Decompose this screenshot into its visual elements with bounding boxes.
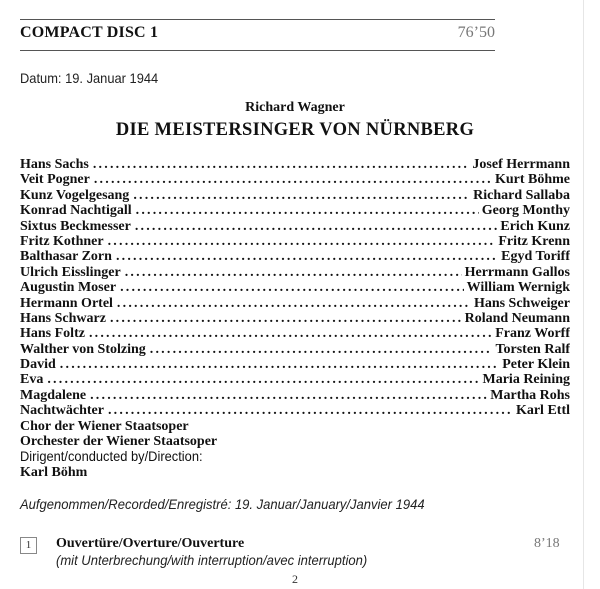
track-subtitle: (mit Unterbrechung/with interruption/avec interruption) xyxy=(56,552,368,568)
disc-total-time: 76’50 xyxy=(457,24,495,41)
leader-dots xyxy=(125,265,462,280)
disc-title: COMPACT DISC 1 xyxy=(20,24,159,41)
singer: Erich Kunz xyxy=(500,218,570,234)
leader-dots xyxy=(136,203,479,218)
chorus: Chor der Wiener Staatsoper xyxy=(20,418,189,434)
cast-row xyxy=(20,234,570,249)
singer: Georg Monthy xyxy=(481,203,570,219)
conductor-label: Dirigent/conducted by/Direction: xyxy=(20,448,203,465)
leader-dots xyxy=(133,188,470,203)
singer: Roland Neumann xyxy=(464,310,570,326)
role: Fritz Kothner xyxy=(20,233,104,249)
role: Balthasar Zorn xyxy=(20,249,112,265)
singer: Richard Sallaba xyxy=(473,187,570,203)
leader-dots xyxy=(117,296,471,311)
singer: Franz Worff xyxy=(495,326,570,342)
leader-dots xyxy=(94,172,492,187)
role: Veit Pogner xyxy=(20,172,90,188)
leader-dots xyxy=(89,326,492,341)
leader-dots xyxy=(110,311,462,326)
track-duration: 8’18 xyxy=(534,536,560,551)
cast-row xyxy=(20,388,570,403)
cast-row xyxy=(20,372,570,387)
singer: Fritz Krenn xyxy=(498,233,570,249)
leader-dots xyxy=(93,157,470,172)
role: Sixtus Beckmesser xyxy=(20,218,131,234)
role: Walther von Stolzing xyxy=(20,341,146,357)
role: Augustin Moser xyxy=(20,280,117,296)
leader-dots xyxy=(108,234,496,249)
leader-dots xyxy=(116,249,498,264)
cast-row xyxy=(20,280,570,295)
conductor-name: Karl Böhm xyxy=(20,464,88,480)
role: Konrad Nachtigall xyxy=(20,203,132,219)
cast-row xyxy=(20,296,570,311)
role: Nachtwächter xyxy=(20,403,104,419)
leader-dots xyxy=(90,388,487,403)
role: Eva xyxy=(20,372,44,388)
singer: Karl Ettl xyxy=(515,403,570,419)
cast-row xyxy=(20,326,570,341)
singer: Maria Reining xyxy=(482,372,570,388)
singer: Hans Schweiger xyxy=(473,295,570,311)
leader-dots xyxy=(150,342,493,357)
leader-dots xyxy=(60,357,499,372)
role: Ulrich Eisslinger xyxy=(20,264,121,280)
role: Hans Schwarz xyxy=(20,310,106,326)
cast-row xyxy=(20,172,570,187)
leader-dots xyxy=(120,280,464,295)
performance-date: Datum: 19. Januar 1944 xyxy=(20,70,159,86)
cast-row xyxy=(20,249,570,264)
cast-row xyxy=(20,203,570,218)
cast-row xyxy=(20,311,570,326)
leader-dots xyxy=(47,372,479,387)
singer: Egyd Toriff xyxy=(501,249,570,265)
role: Hans Sachs xyxy=(20,157,89,172)
work-title: DIE MEISTERSINGER VON NÜRNBERG xyxy=(115,120,475,140)
singer: Kurt Böhme xyxy=(494,172,570,188)
composer: Richard Wagner xyxy=(245,100,345,115)
track-title: Ouvertüre/Overture/Ouverture xyxy=(56,536,245,551)
leader-dots xyxy=(108,403,513,418)
cast-row xyxy=(20,157,570,172)
singer: Torsten Ralf xyxy=(495,341,570,357)
singer: Martha Rohs xyxy=(490,387,570,403)
orchestra: Orchester der Wiener Staatsoper xyxy=(20,434,218,450)
role: David xyxy=(20,357,56,373)
leader-dots xyxy=(135,219,498,234)
singer: Josef Herrmann xyxy=(472,157,570,172)
cast-row xyxy=(20,265,570,280)
cast-row xyxy=(20,342,570,357)
track-number-box: 1 xyxy=(20,537,37,554)
singer: Herrmann Gallos xyxy=(464,264,570,280)
singer: Peter Klein xyxy=(502,357,570,373)
recording-info: Aufgenommen/Recorded/Enregistré: 19. Januar/January/Janvier 1944 xyxy=(20,496,425,512)
cast-row xyxy=(20,188,570,203)
cast-row xyxy=(20,219,570,234)
page-number: 2 xyxy=(292,572,298,586)
cast-row xyxy=(20,357,570,372)
role: Hans Foltz xyxy=(20,326,85,342)
page-edge xyxy=(583,0,584,589)
cast-row xyxy=(20,403,570,418)
role: Magdalene xyxy=(20,387,87,403)
role: Kunz Vogelgesang xyxy=(20,187,130,203)
header-rule-bottom xyxy=(20,50,495,51)
header-rule-top xyxy=(20,19,495,20)
singer: William Wernigk xyxy=(466,280,570,296)
role: Hermann Ortel xyxy=(20,295,113,311)
cast-list xyxy=(20,157,570,480)
